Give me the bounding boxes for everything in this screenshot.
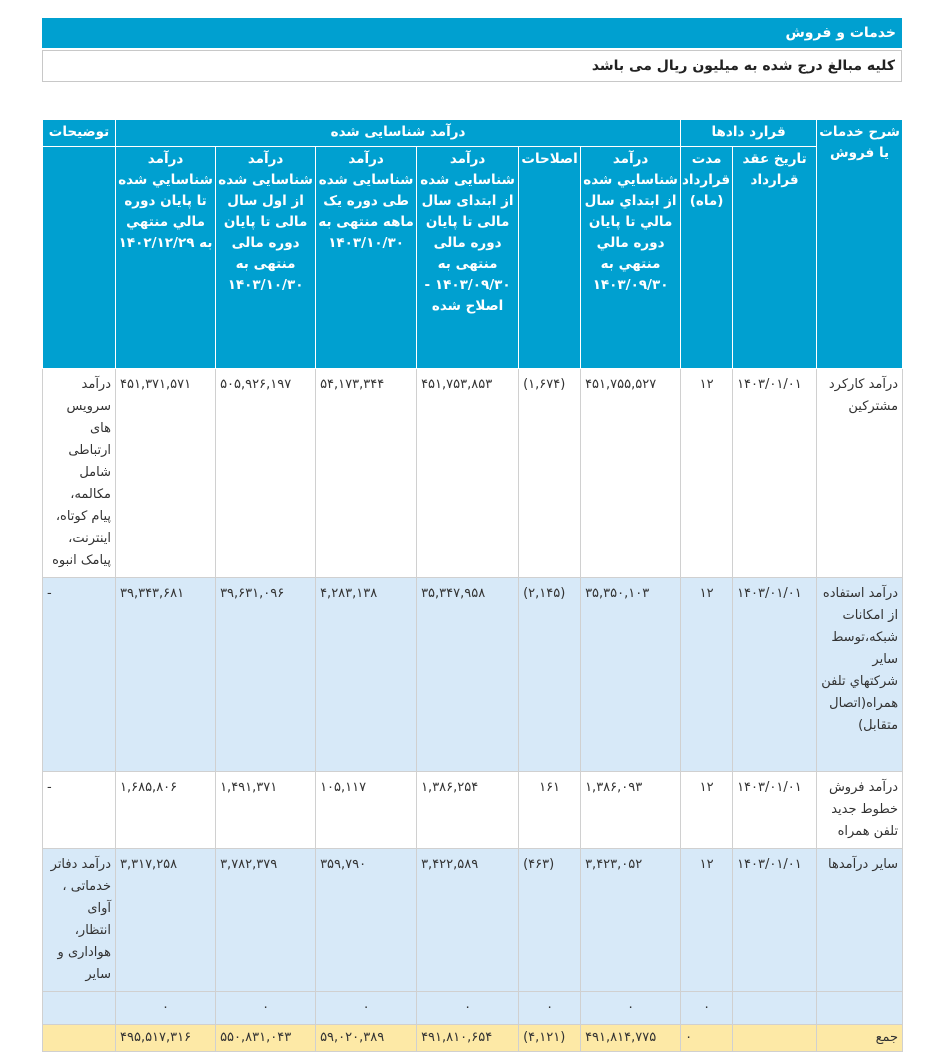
- cell-year-end: ۰: [116, 992, 216, 1025]
- cell-duration: ۰: [681, 992, 733, 1025]
- header-contract-date: تاریخ عقد قرارداد: [733, 147, 817, 369]
- cell-duration: ۱۲: [681, 578, 733, 772]
- cell-ytd-prev-corrected: ۳۵,۳۴۷,۹۵۸: [417, 578, 519, 772]
- cell-service: درآمد فروش خطوط جدید تلفن همراه: [817, 772, 903, 849]
- cell-ytd-current: ۳,۷۸۲,۳۷۹: [216, 849, 316, 992]
- table-row: [43, 772, 903, 849]
- cell-corrections: (۴,۱۲۱): [519, 1025, 581, 1052]
- cell-contract-date: ۱۴۰۳/۰۱/۰۱: [733, 578, 817, 772]
- header-service: شرح خدمات یا فروش: [817, 120, 903, 369]
- cell-service: [817, 992, 903, 1025]
- cell-service: سایر درآمدها: [817, 849, 903, 992]
- cell-corrections: ۱۶۱: [519, 772, 581, 849]
- cell-ytd-current: ۵۵۰,۸۳۱,۰۴۳: [216, 1025, 316, 1052]
- header-ytd-prev: درآمد شناسايي شده از ابتداي سال مالي تا پايان دوره مالي منتهي به ۱۴۰۳/۰۹/۳۰: [581, 147, 681, 369]
- cell-duration: ۱۲: [681, 849, 733, 992]
- cell-contract-date: ۱۴۰۳/۰۱/۰۱: [733, 849, 817, 992]
- total-label: جمع: [817, 1025, 903, 1052]
- cell-ytd-prev: ۴۵۱,۷۵۵,۵۲۷: [581, 369, 681, 578]
- cell-service: درآمد کارکرد مشترکین: [817, 369, 903, 578]
- cell-ytd-prev: ۳۵,۳۵۰,۱۰۳: [581, 578, 681, 772]
- header-notes: توضیحات: [43, 120, 116, 147]
- cell-notes: -: [43, 772, 116, 849]
- table-row: [43, 369, 903, 578]
- cell-month: ۴,۲۸۳,۱۳۸: [316, 578, 417, 772]
- header-ytd-current: درآمد شناسایی شده از اول سال مالی تا پایان دوره مالی منتهی به ۱۴۰۳/۱۰/۳۰: [216, 147, 316, 369]
- header-corrections: اصلاحات: [519, 147, 581, 369]
- header-notes-cell: [43, 147, 116, 369]
- cell-corrections: (۴۶۳): [519, 849, 581, 992]
- cell-ytd-current: ۱,۴۹۱,۳۷۱: [216, 772, 316, 849]
- cell-ytd-prev-corrected: ۴۹۱,۸۱۰,۶۵۴: [417, 1025, 519, 1052]
- cell-month: ۵۴,۱۷۳,۳۴۴: [316, 369, 417, 578]
- cell-year-end: ۴۵۱,۳۷۱,۵۷۱: [116, 369, 216, 578]
- cell-notes: درآمد دفاتر خدماتی ، آوای انتظار، هواداری و سایر: [43, 849, 116, 992]
- header-contracts: قرارد دادها: [681, 120, 817, 147]
- cell-notes: [43, 992, 116, 1025]
- cell-notes: درآمد سرویس های ارتباطی شامل مکالمه، پیام کوتاه، اینترنت، پیامک انبوه: [43, 369, 116, 578]
- header-recognized: درآمد شناسایی شده: [116, 120, 681, 147]
- cell-ytd-current: ۰: [216, 992, 316, 1025]
- cell-ytd-prev: ۰: [581, 992, 681, 1025]
- cell-contract-date: ۱۴۰۳/۰۱/۰۱: [733, 369, 817, 578]
- header-year-end: درآمد شناسايي شده تا پايان دوره مالي منتهي به ۱۴۰۲/۱۲/۲۹: [116, 147, 216, 369]
- section-title: خدمات و فروش: [42, 18, 902, 48]
- cell-ytd-prev: ۱,۳۸۶,۰۹۳: [581, 772, 681, 849]
- cell-ytd-prev-corrected: ۳,۴۲۲,۵۸۹: [417, 849, 519, 992]
- cell-contract-date: [733, 1025, 817, 1052]
- cell-duration: ۱۲: [681, 369, 733, 578]
- cell-duration: ۰: [681, 1025, 733, 1052]
- cell-month: ۳۵۹,۷۹۰: [316, 849, 417, 992]
- table-row-zeros: [43, 992, 903, 1025]
- cell-ytd-current: ۵۰۵,۹۲۶,۱۹۷: [216, 369, 316, 578]
- cell-year-end: ۳۹,۳۴۳,۶۸۱: [116, 578, 216, 772]
- cell-ytd-prev-corrected: ۰: [417, 992, 519, 1025]
- cell-service: درآمد استفاده از امکانات شبکه،توسط سایر شرکتهاي تلفن همراه(اتصال متقابل): [817, 578, 903, 772]
- cell-corrections: (۱,۶۷۴): [519, 369, 581, 578]
- cell-ytd-prev-corrected: ۱,۳۸۶,۲۵۴: [417, 772, 519, 849]
- cell-corrections: ۰: [519, 992, 581, 1025]
- table-row-total: [43, 1025, 903, 1052]
- cell-month: ۱۰۵,۱۱۷: [316, 772, 417, 849]
- header-month: درآمد شناسایی شده طی دوره یک ماهه منتهی به ۱۴۰۳/۱۰/۳۰: [316, 147, 417, 369]
- cell-month: ۵۹,۰۲۰,۳۸۹: [316, 1025, 417, 1052]
- cell-contract-date: [733, 992, 817, 1025]
- cell-contract-date: ۱۴۰۳/۰۱/۰۱: [733, 772, 817, 849]
- header-ytd-prev-corrected: درآمد شناسایی شده از ابتدای سال مالی تا پایان دوره مالی منتهی به ۱۴۰۳/۰۹/۳۰ - اصلاح شده: [417, 147, 519, 369]
- table-row: [43, 849, 903, 992]
- cell-ytd-prev: ۳,۴۲۳,۰۵۲: [581, 849, 681, 992]
- cell-ytd-prev-corrected: ۴۵۱,۷۵۳,۸۵۳: [417, 369, 519, 578]
- cell-year-end: ۴۹۵,۵۱۷,۳۱۶: [116, 1025, 216, 1052]
- cell-ytd-prev: ۴۹۱,۸۱۴,۷۷۵: [581, 1025, 681, 1052]
- header-contract-duration: مدت قرارداد (ماه): [681, 147, 733, 369]
- amounts-unit-note: کلیه مبالغ درج شده به میلیون ریال می باشد: [42, 50, 902, 82]
- table-row: [43, 578, 903, 772]
- cell-ytd-current: ۳۹,۶۳۱,۰۹۶: [216, 578, 316, 772]
- cell-corrections: (۲,۱۴۵): [519, 578, 581, 772]
- cell-duration: ۱۲: [681, 772, 733, 849]
- cell-notes: -: [43, 578, 116, 772]
- cell-notes: [43, 1025, 116, 1052]
- cell-year-end: ۱,۶۸۵,۸۰۶: [116, 772, 216, 849]
- revenue-table: [42, 119, 903, 1052]
- cell-year-end: ۳,۳۱۷,۲۵۸: [116, 849, 216, 992]
- cell-month: ۰: [316, 992, 417, 1025]
